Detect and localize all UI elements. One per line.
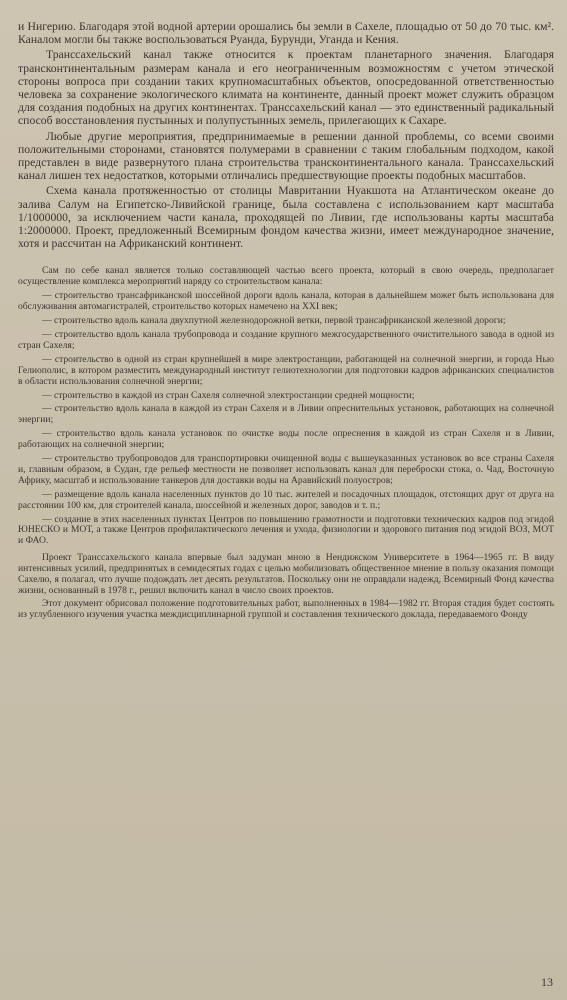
small-intro: Сам по себе канал является только составляющей частью всего проекта, который в свою очередь, предполагает осуществление комплекса мероприятий наряду со строительством канала: (18, 265, 554, 288)
main-paragraph-1: и Нигерию. Благодаря этой водной артерии орошались бы земли в Сахеле, площадью от 50 до 70 тыс. км². Каналом могли бы также воспользоваться Руанда, Бурунди, Уганда и Кения. (18, 20, 554, 47)
main-paragraph-3: Любые другие мероприятия, предпринимаемые в решении данной проблемы, со всеми своими положительными сторонами, становятся полумерами в сравнении с таким глобальным подходом, какой представлен в виде развернутого плана строительства трансконтинентального канала. Транссахельский канал лишен тех недостатков, которыми отличались предшествующие проекты подобных масштабов. (18, 129, 554, 183)
small-paragraph-2: Этот документ обрисовал положение подготовительных работ, выполненных в 1984—1982 гг. Вторая стадия будет состоять из углубленного изучения участка междисциплинарной группой и составления технического доклада, передаваемого Фонду (18, 597, 554, 620)
main-text-block (18, 20, 554, 250)
list-item: — строительство в каждой из стран Сахеля солнечной электростанции средней мощности; (42, 389, 415, 401)
list-item: — размещение вдоль канала населенных пунктов до 10 тыс. жителей и посадочных площадок, отстоящих друг от друга на расстоянии 100 км, для строителей канала, шоссейной и железных дорог, заводов и т. п.; (18, 488, 554, 511)
list-item: — строительство вдоль канала трубопровода и создание крупного межгосударственного очистительного завода в одной из стран Сахеля; (18, 328, 554, 351)
main-paragraph-2: Транссахельский канал также относится к проектам планетарного значения. Благодаря трансконтинентальным размерам канала и его неограниченным возможностям с учетом этической стороны вопроса при создании таких крупномасштабных объектов, опосредованной ответственностью человека за сохранение экологического климата на континенте, данный проект может служить образцом для создания подобных на других континентах. Транссахельский канал — это единственный радикальный способ восстановления пустынных и полупустынных земель, прилегающих к Сахаре. (18, 48, 554, 128)
main-paragraph-4: Схема канала протяженностью от столицы Мавритании Нуакшота на Атлантическом океане до залива Салум на Египетско-Ливийской границе, была составлена с использованием карт масштаба 1/1000000, за исключением части канала, проходящей по Ливии, где использованы карты масштаба 1:2000000. Проект, предложенный Всемирным фондом качества жизни, имеет международное значение, хотя и рассчитан на Африканский континент. (18, 184, 554, 251)
list-item: — строительство вдоль канала установок по очистке воды после опреснения в каждой из стран Сахеля и в Ливии, работающих на солнечной энергии; (18, 428, 554, 451)
list-item: — строительство трансафриканской шоссейной дороги вдоль канала, которая в дальнейшем может быть использована для обслуживания автомагистралей, строительство которых намечено на XXI век; (18, 290, 554, 313)
list-item: — строительство трубопроводов для транспортировки очищенной воды с вышеуказанных установок во все страны Сахеля и, главным образом, в Судан, где рельеф местности не позволяет использовать канал для переброски стока, о. Чад, Восточную Африку, масштаб и использование танкеров для доставки воды на Аравийский полуостров; (18, 453, 554, 486)
page-number: 13 (541, 975, 553, 989)
small-text-block (18, 266, 554, 620)
small-paragraph-1: Проект Транссахельского канала впервые был задуман мною в Нендижском Университете в 1964—1965 гг. В виду интенсивных усилий, предпринятых в семидесятых годах с целью мобилизовать общественное мнение в пользу оказания помощи Сахелю, я полагал, что лучше подождать лет десять результатов. Поскольку они не оправдали надежд, Всемирный Фонд качества жизни, основанный в 1978 г., решил включить канал в число своих проектов. (18, 552, 554, 597)
list-item: — строительство вдоль канала в каждой из стран Сахеля и в Ливии опреснительных установок, работающих на солнечной энергии; (18, 403, 554, 426)
list-item: — строительство вдоль канала двухпутной железнодорожной ветки, первой трансафриканской железной дороги; (42, 315, 506, 327)
list-item: — строительство в одной из стран крупнейшей в мире электростанции, работающей на солнечной энергии, и города Нью Гелиополис, в котором разместить международный институт гелиотехнологии для подготовки кадров африканских специалистов в области использования солнечной энергии; (18, 353, 554, 387)
text-column (18, 20, 554, 621)
list-item: — создание в этих населенных пунктах Центров по повышению грамотности и подготовки технических кадров под эгидой ЮНЕСКО и МОТ, а также Центров профилактического лечения и ухода, физиологии и здорового питания под эгидой ВОЗ, МОТ и ФАО. (18, 513, 554, 547)
